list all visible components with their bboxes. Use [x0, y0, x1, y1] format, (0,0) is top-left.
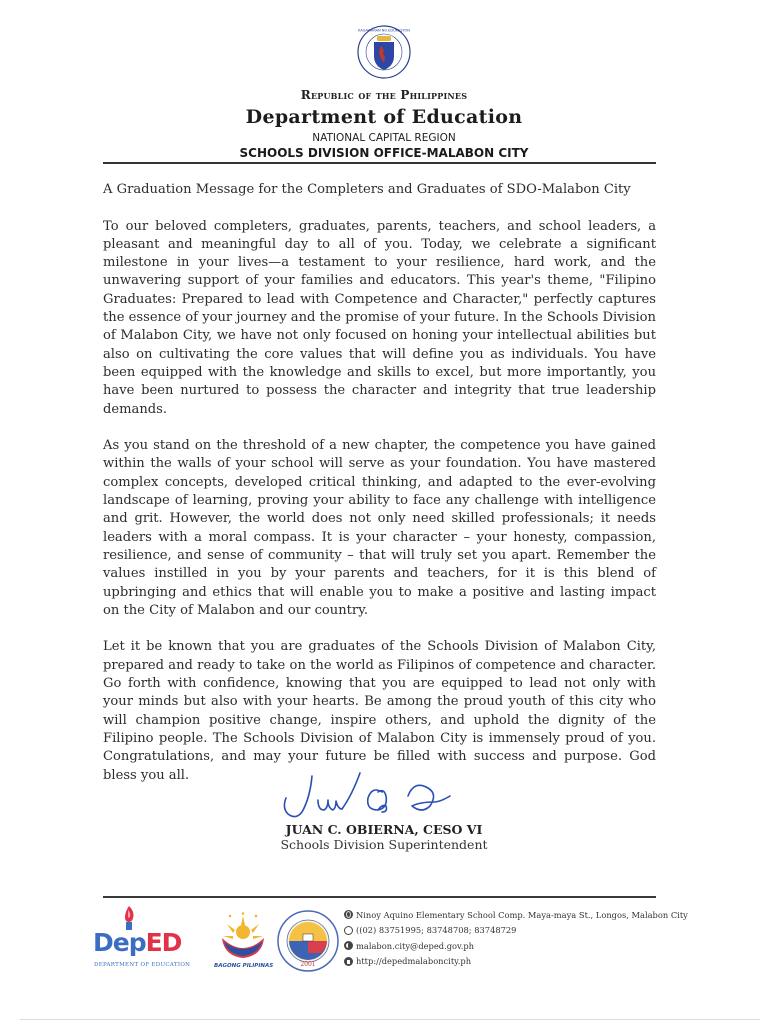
letter-title: A Graduation Message for the Completers and Graduates of SDO-Malabon City [103, 182, 631, 197]
contact-address [344, 907, 688, 923]
contact-phone [344, 923, 688, 939]
department-heading: Department of Education [245, 106, 523, 128]
globe-icon [344, 910, 353, 919]
deped-logo-subtitle: DEPARTMENT OF EDUCATION [94, 962, 191, 968]
email-icon [344, 941, 353, 950]
letter-paragraph: To our beloved completers, graduates, parents, teachers, and school leaders, a pleasant and meaningful day to all of you. Today, we celebrate a significant milestone in your lives—a testament to your resilience, hard work, and the unwavering support of your families and educators. This year's theme, "Filipino Graduates: Prepared to lead with Competence and Character," perfectly captures the essence of your journey and the promise of your future. In the Schools Division of Malabon City, we have not only focused on honing your intellectual abilities but also on cultivating the core values that will define you as individuals. You have been equipped with the knowledge and skills to excel, but more importantly, you have been nurtured to possess the character and integrity that true leadership demands. [103, 218, 656, 417]
region-heading: NATIONAL CAPITAL REGION [312, 132, 456, 144]
svg-text:2001: 2001 [300, 961, 316, 968]
letter-paragraph: Let it be known that you are graduates of the Schools Division of Malabon City, prepared and ready to take on the world as Filipinos of competence and character. Go forth with confidence, knowing that you are equipped to lead not only with your minds but also with your hearts. Be among the proud youth of this city who will champion positive change, inspire others, and uphold the dignity of the Filipino people. The Schools Division of Malabon City is immensely proud of you. Congratulations, and may your future be filled with success and purpose. God bless you all. [103, 639, 656, 783]
bagong-pilipinas-label: BAGONG PILIPINAS [214, 963, 274, 969]
footer-divider [103, 896, 656, 898]
division-heading: SCHOOLS DIVISION OFFICE-MALABON CITY [239, 146, 529, 160]
contact-email[interactable] [344, 938, 688, 954]
deped-logo-right: ED [145, 928, 182, 957]
deped-logo-left: Dep [93, 928, 146, 957]
sdo-malabon-seal-icon [277, 910, 339, 972]
signatory-name: JUAN C. OBIERNA, CESO VI [285, 822, 483, 837]
letter-body [103, 181, 656, 803]
republic-heading: Republic of the Philippines [300, 88, 468, 102]
website-link[interactable]: http://depedmalaboncity.ph [356, 956, 472, 967]
header-divider [103, 162, 656, 164]
deped-logo [93, 928, 181, 957]
torch-icon [121, 906, 137, 930]
web-icon [344, 957, 353, 966]
address-text: Ninoy Aquino Elementary School Comp. Maya-maya St., Longos, Malabon City [356, 909, 688, 920]
letter-paragraph: As you stand on the threshold of a new chapter, the competence you have gained within the walls of your school will serve as your foundation. You have mastered complex concepts, developed critical thinking, and adapted to the ever-evolving landscape of learning, proving your ability to face any challenge with intelligence and grit. However, the world does not only need skilled professionals; it needs leaders with a moral compass. It is your character – your honesty, compassion, resilience, and sense of community – that will truly set you apart. Remember the values instilled in you by your parents and teachers, for it is this blend of upbringing and ethics that will enable you to make a positive and lasting impact on the City of Malabon and our country. [103, 438, 656, 618]
svg-text:KAGAWARAN NG EDUKASYON: KAGAWARAN NG EDUKASYON [358, 28, 410, 33]
page-edge [20, 1019, 760, 1020]
phone-text: ((02) 83751995; 83748708; 83748729 [356, 925, 517, 936]
contact-website[interactable] [344, 954, 688, 970]
signatory-position: Schools Division Superintendent [280, 837, 488, 852]
bagong-pilipinas-logo-icon [218, 912, 268, 962]
email-link[interactable]: malabon.city@deped.gov.ph [356, 940, 475, 951]
deped-seal-icon [356, 24, 412, 80]
signature-image [278, 770, 468, 822]
phone-icon [344, 926, 353, 935]
contact-info [344, 907, 688, 969]
